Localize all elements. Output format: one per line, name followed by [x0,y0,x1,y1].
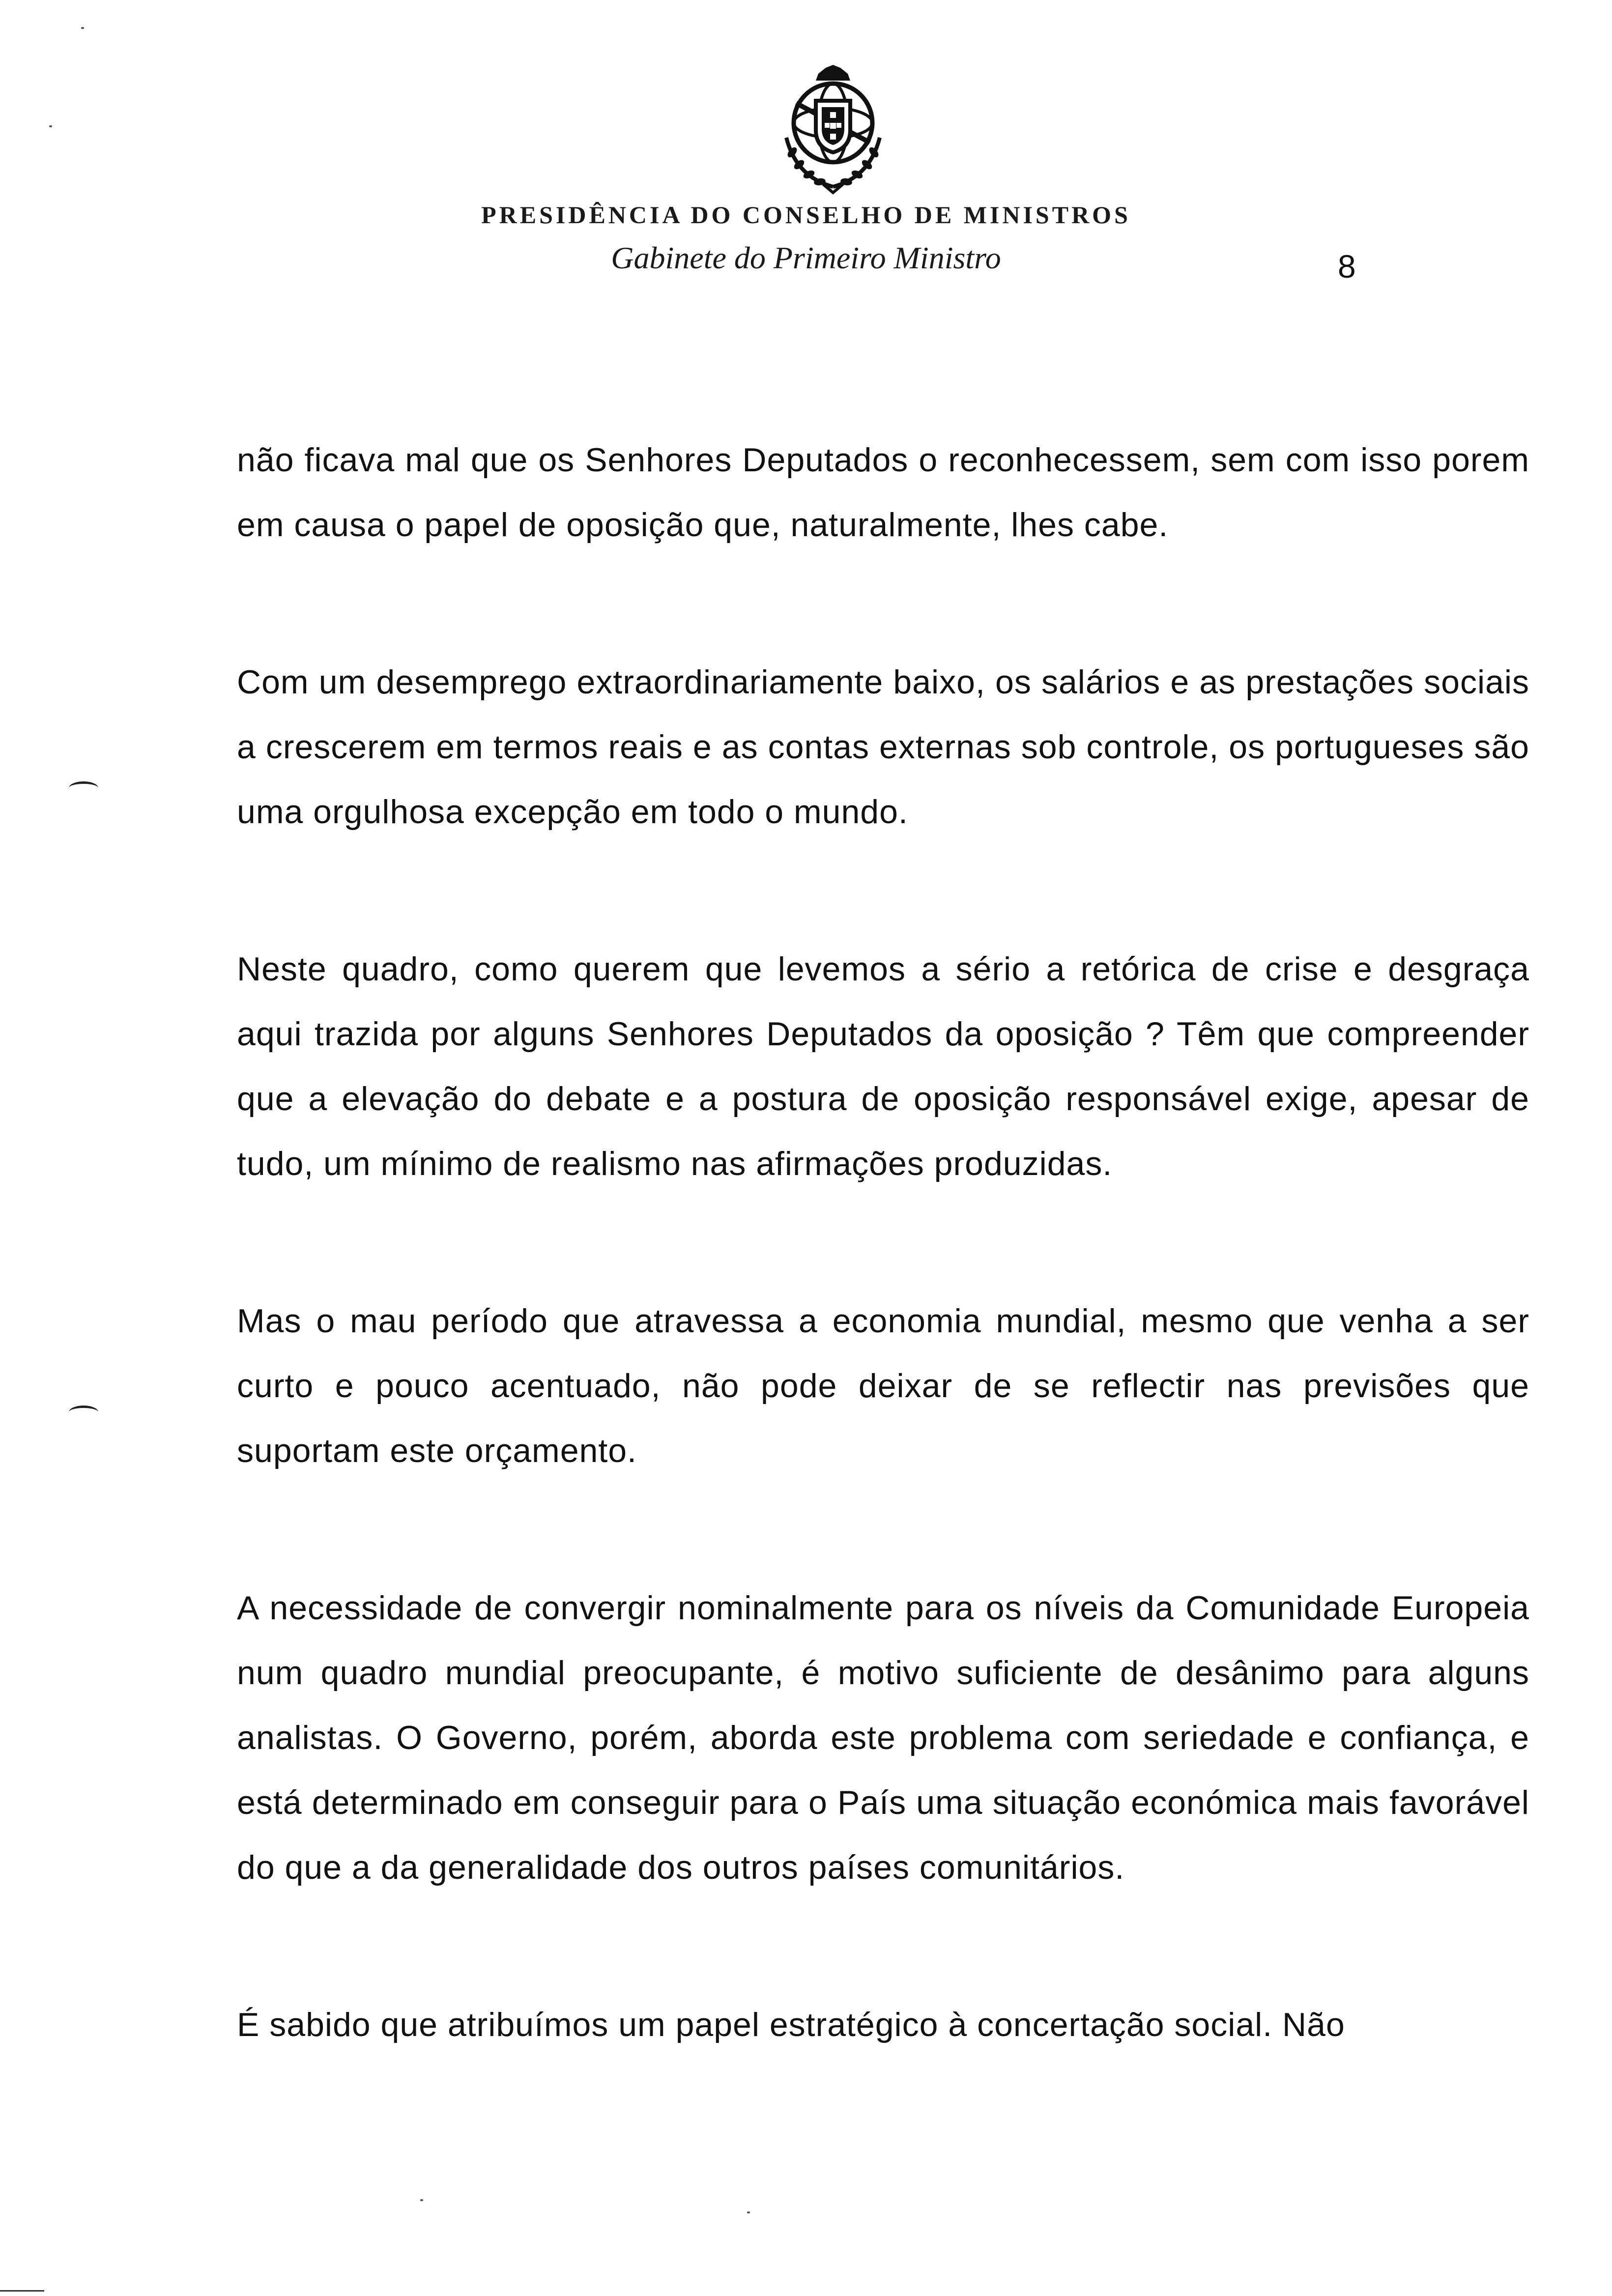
paragraph-3: Neste quadro, como querem que levemos a sério a retórica de crise e desgraça aqui trazida por alguns Senhores Deputados da oposição ? Têm que compreender que a elevação do debate e a postura de oposição responsável exige, apesar de tudo, um mínimo de realismo nas afirmações produzidas. [237,950,1529,1182]
paragraph-6: É sabido que atribuímos um papel estratégico à concertação social. Não [237,2006,1345,2043]
margin-mark [69,1406,98,1419]
scan-edge-line [0,2290,44,2292]
paragraph-4: Mas o mau período que atravessa a economia mundial, mesmo que venha a ser curto e pouco acentuado, não pode deixar de se reflectir nas previsões que suportam este orçamento. [237,1302,1529,1469]
scan-speck [747,2211,750,2213]
coat-of-arms-emblem [767,64,899,197]
paragraph-5: A necessidade de convergir nominalmente para os níveis da Comunidade Europeia num quadro mundial preocupante, é motivo suficiente de desânimo para alguns analistas. O Governo, porém, aborda este problema com seriedade e confiança, e está determinado em conseguir para o País uma situação económica mais favorável do que a da generalidade dos outros países comunitários. [237,1589,1529,1886]
margin-mark [69,781,98,795]
cabinet-subtitle: Gabinete do Primeiro Ministro [611,240,1001,275]
scan-speck [81,27,84,29]
ministry-title: PRESIDÊNCIA DO CONSELHO DE MINISTROS [481,201,1131,229]
scan-speck [49,125,52,127]
scan-speck [420,2199,423,2201]
paragraph-2: Com um desemprego extraordinariamente baixo, os salários e as prestações sociais a crescerem em termos reais e as contas externas sob controle, os portugueses são uma orgulhosa excepção em todo o mundo. [237,663,1529,831]
page-number: 8 [1338,248,1356,285]
body-text [237,428,1529,2150]
paragraph-1: não ficava mal que os Senhores Deputados o reconhecessem, sem com isso porem em causa o papel de oposição que, naturalmente, lhes cabe. [237,441,1529,544]
